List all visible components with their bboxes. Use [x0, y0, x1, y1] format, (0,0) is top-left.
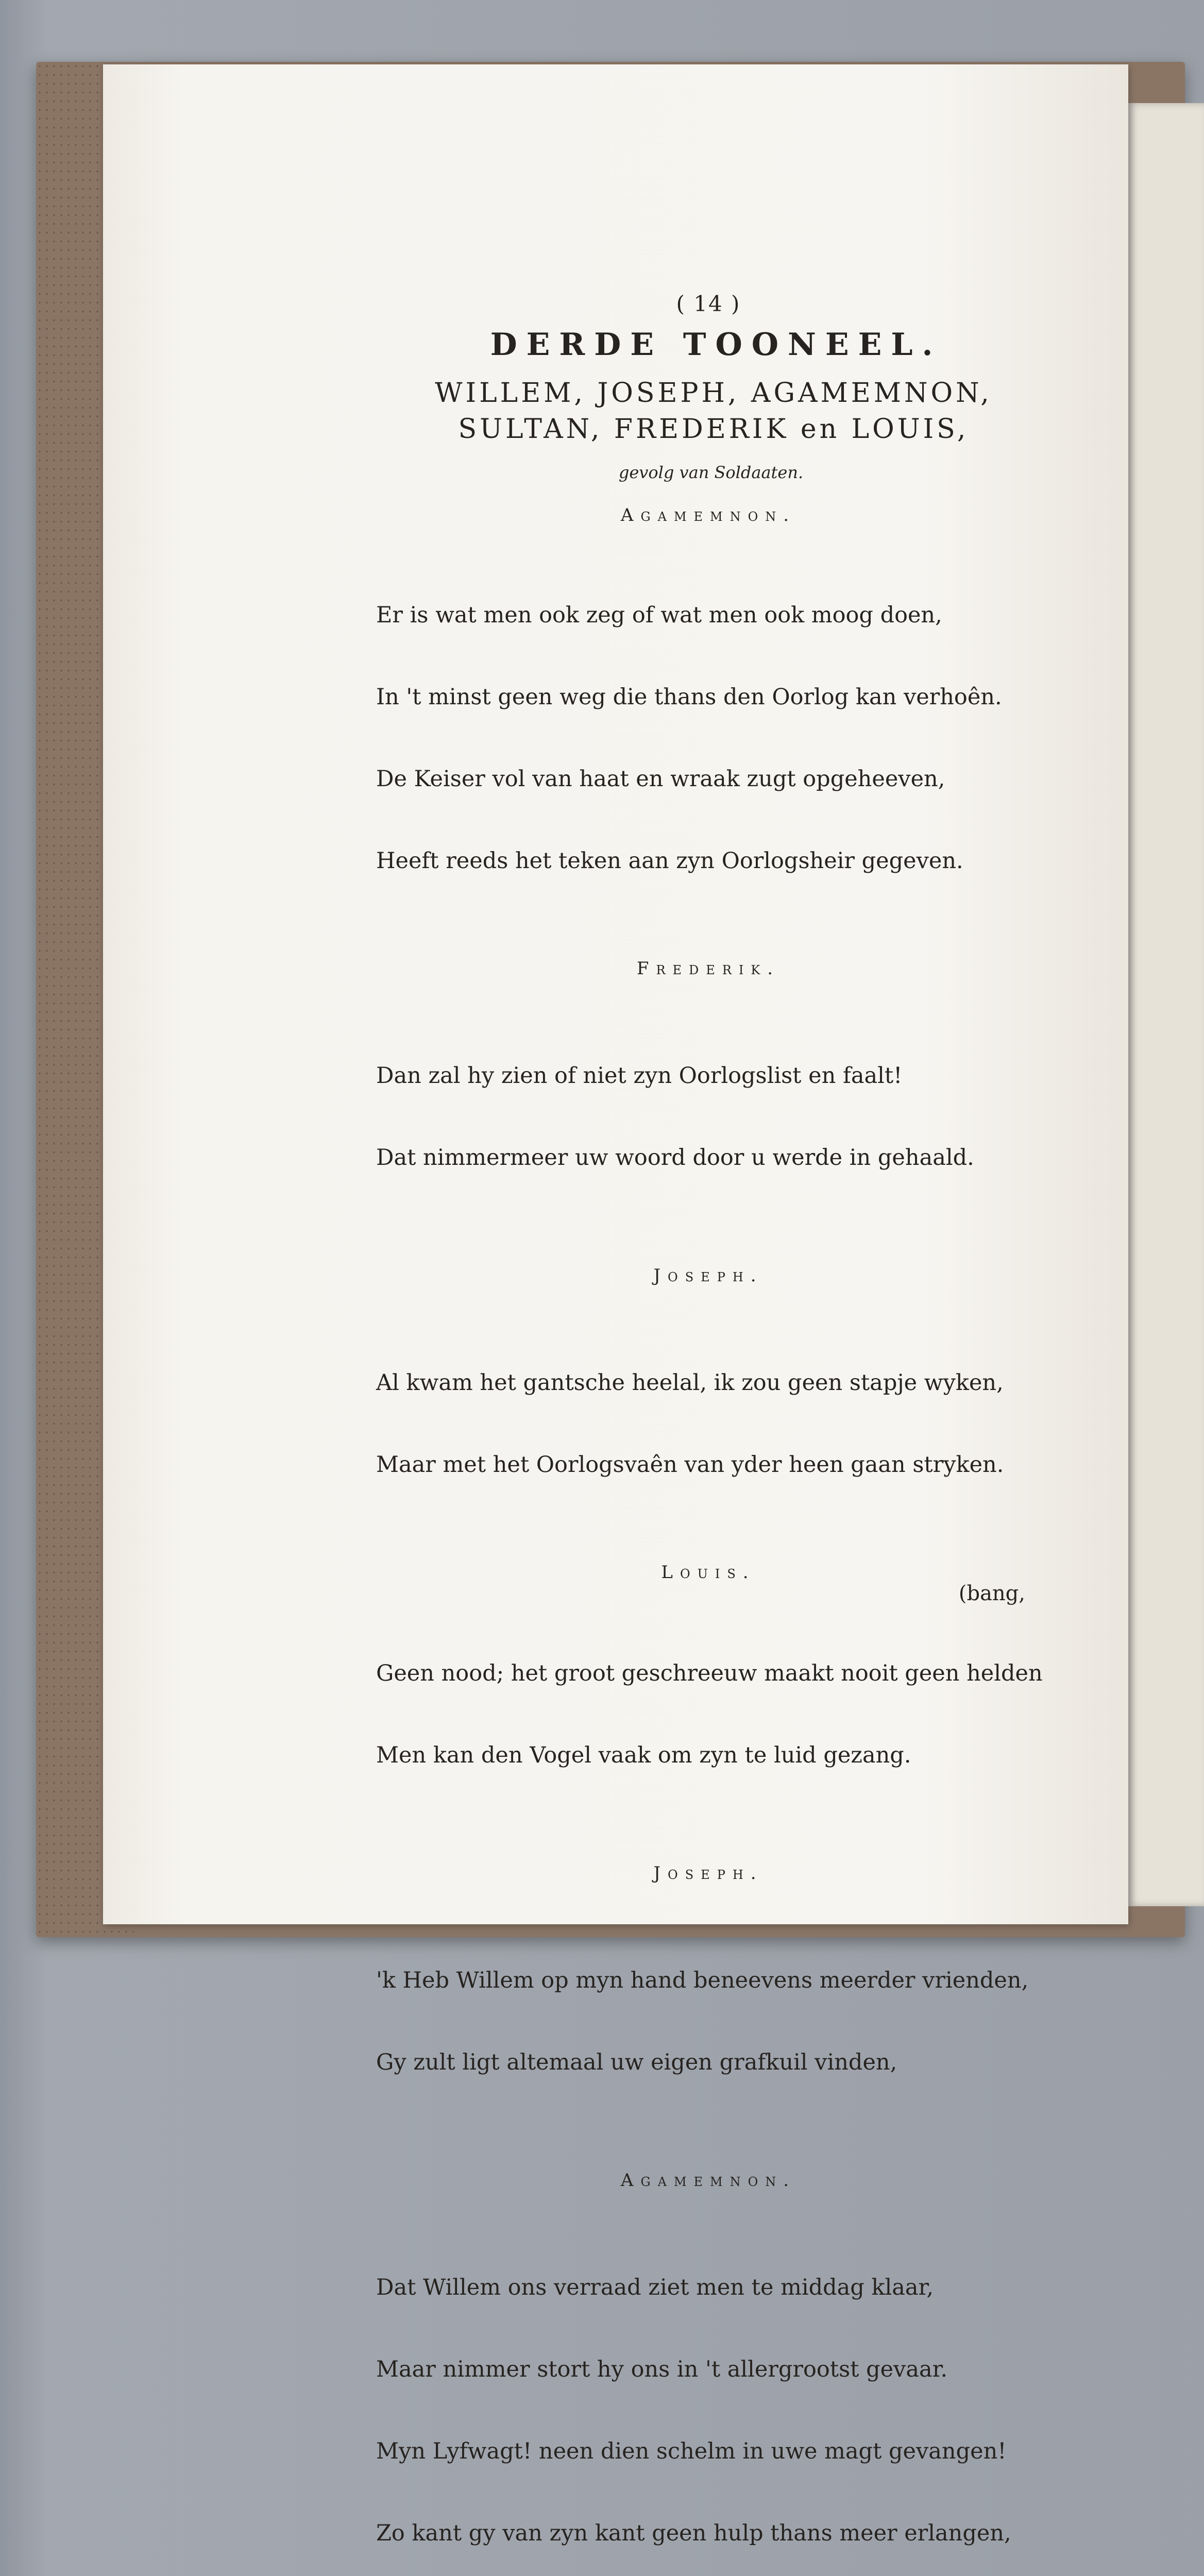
verse-line: Dat nimmermeer uw woord door u werde in gehaald. [376, 1145, 974, 1171]
speaker-heading: Joseph. [653, 1265, 764, 1286]
retinue-note: gevolg van Soldaaten. [618, 463, 804, 482]
verse-line: Maar met het Oorlogsvaên van yder heen gaan stryken. [376, 1452, 1004, 1478]
verse-line: De Keiser vol van haat en wraak zugt opgeheeven, [376, 766, 945, 792]
verse-line: Zo kant gy van zyn kant geen hulp thans meer erlangen, [376, 2520, 1011, 2546]
verse-block [376, 1315, 1128, 1533]
speaker-heading: Joseph. [653, 1863, 764, 1884]
book-page [103, 64, 1128, 2546]
verse-line: 'k Heb Willem op myn hand beneevens meerder vrienden, [376, 1968, 1029, 1993]
verse-line: Dan zal hy zien of niet zyn Oorlogslist en faalt! [376, 1063, 903, 1089]
verse-block [376, 1008, 1128, 1226]
verse-block [376, 1605, 1128, 1824]
speaker-heading: Louis. [661, 1562, 756, 1583]
verse-block [376, 2219, 1128, 2576]
character-list [299, 375, 1128, 447]
verse-block [376, 547, 1128, 929]
verse-line: Men kan den Vogel vaak om zyn te luid gezang. [376, 1742, 911, 1768]
carried-over-word: (bang, [958, 1582, 1025, 1605]
character-line-1: WILLEM, JOSEPH, AGAMEMNON, [435, 378, 992, 409]
facing-page-edge [1128, 103, 1204, 1906]
speaker-heading: Agamemnon. [620, 505, 796, 526]
scene-title: DERDE TOONEEL. [490, 327, 942, 363]
verse-line: Dat Willem ons verraad ziet men te middag klaar, [376, 2275, 934, 2300]
verse-block [376, 1912, 1128, 2131]
verse-line: Heeft reeds het teken aan zyn Oorlogsheir gegeven. [376, 848, 963, 874]
verse-line: Myn Lyfwagt! neen dien schelm in uwe magt gevangen! [376, 2438, 1007, 2464]
speaker-heading: Agamemnon. [620, 2170, 796, 2191]
verse-line: Al kwam het gantsche heelal, ik zou geen stapje wyken, [376, 1370, 1004, 1396]
verse-line: Er is wat men ook zeg of wat men ook moog doen, [376, 602, 942, 628]
page-number: ( 14 ) [676, 291, 741, 316]
verse-line: In 't minst geen weg die thans den Oorlog kan verhoên. [376, 684, 1002, 710]
character-line-2: SULTAN, FREDERIK en LOUIS, [458, 414, 969, 445]
verse-line: Maar nimmer stort hy ons in 't allergrootst gevaar. [376, 2357, 948, 2382]
page-text [335, 291, 1128, 2576]
verse-line: Gy zult ligt altemaal uw eigen grafkuil vinden, [376, 2049, 897, 2075]
speaker-heading: Frederik. [636, 958, 781, 979]
verse-line: Geen nood; het groot geschreeuw maakt nooit geen helden [376, 1660, 1043, 1686]
